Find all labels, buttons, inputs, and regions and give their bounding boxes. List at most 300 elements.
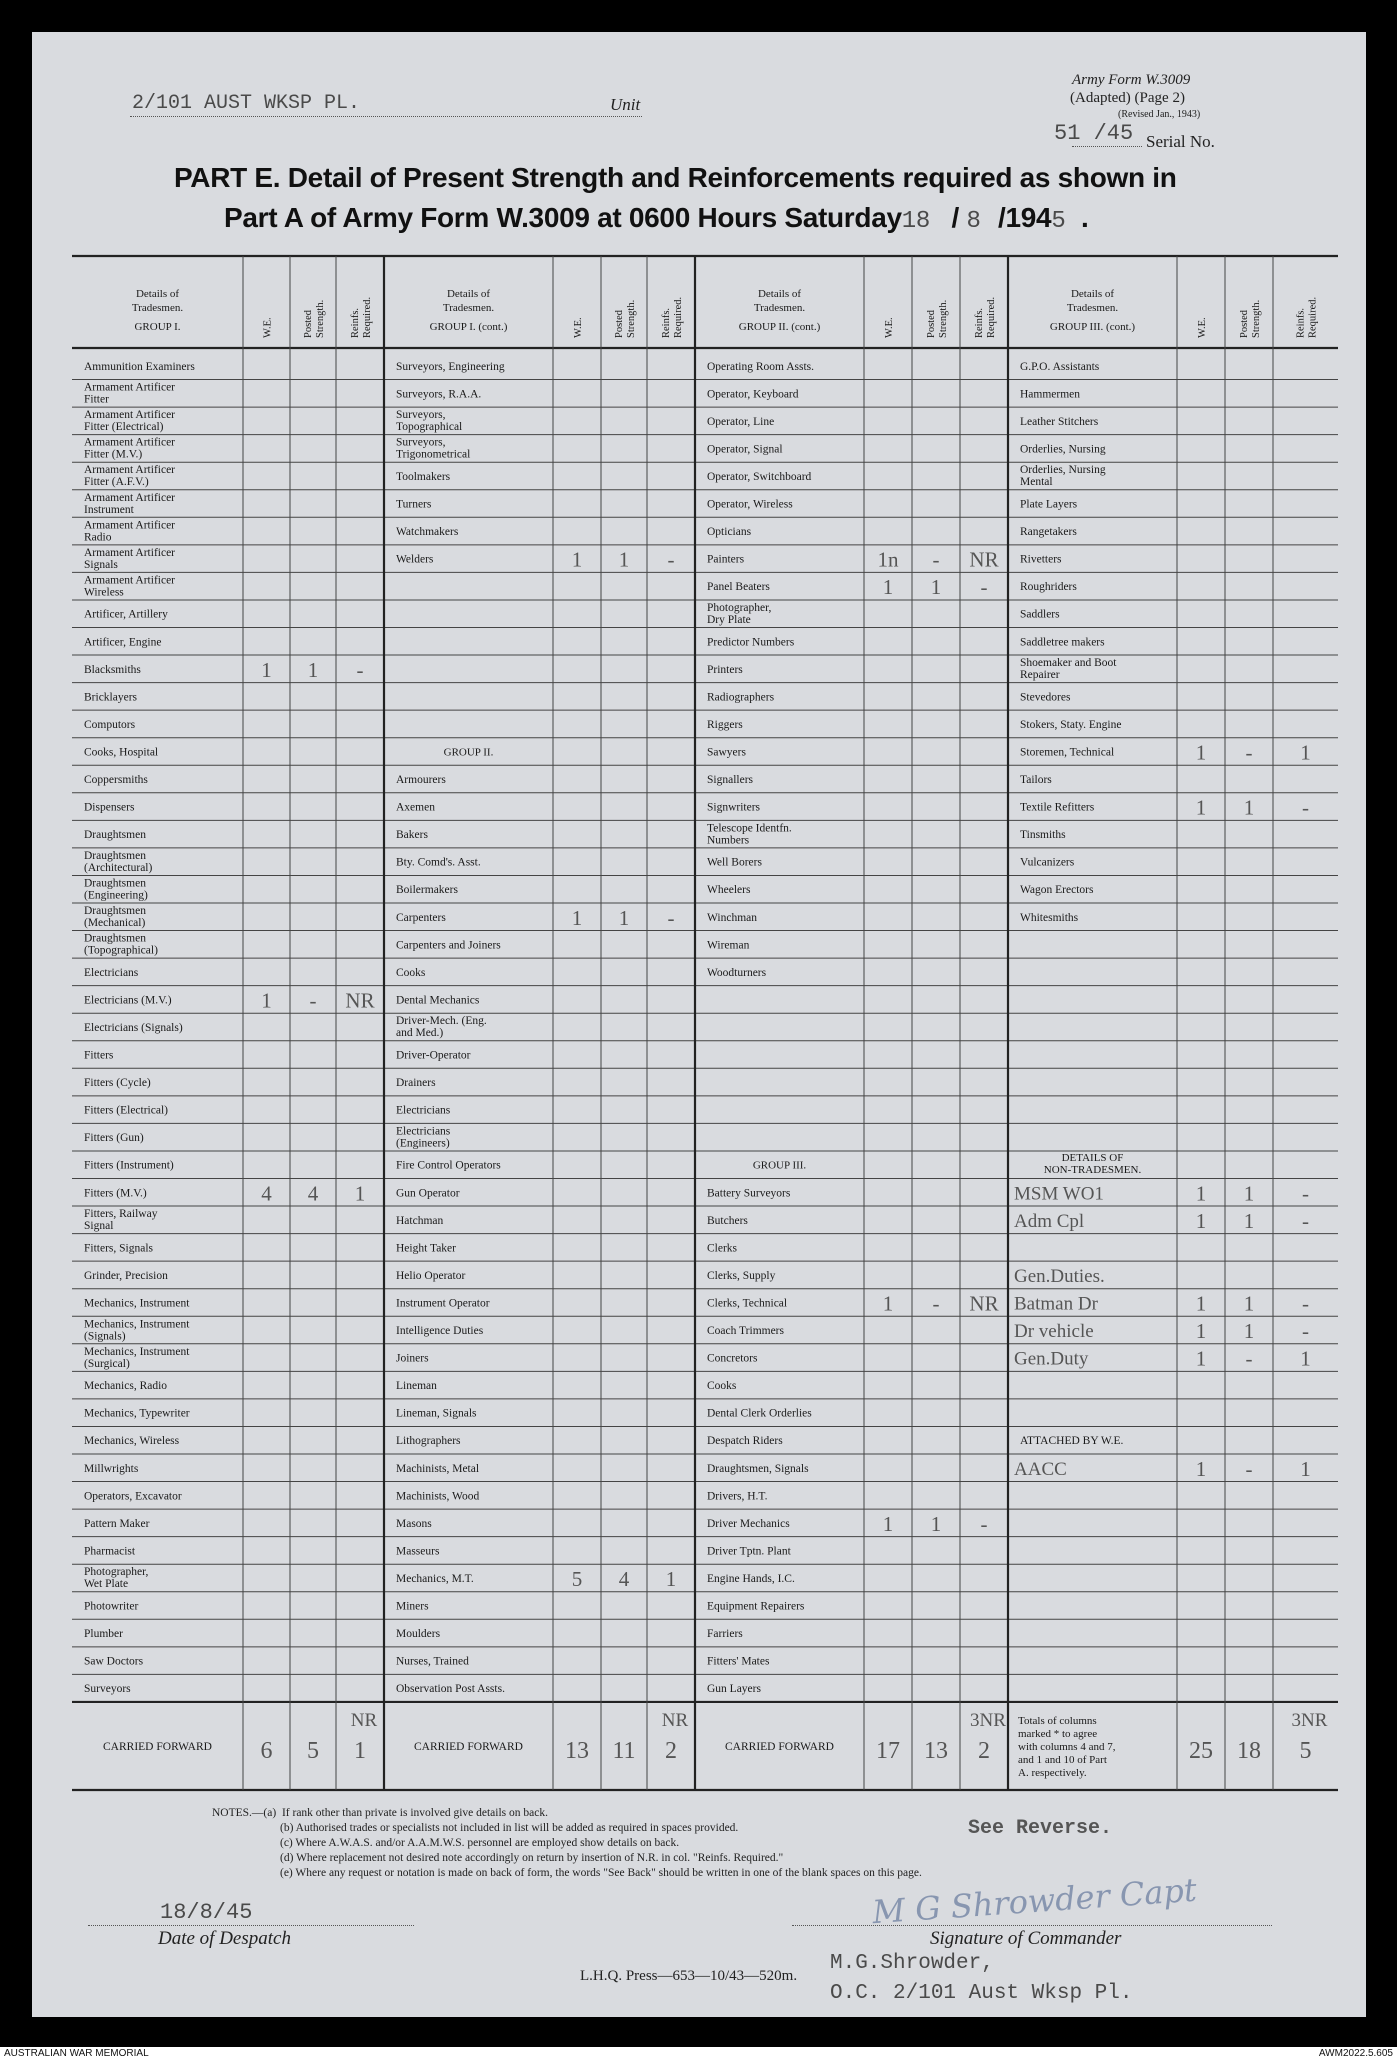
trade-name: Orderlies, Nursing [1020, 464, 1106, 477]
trade-name: Photographer, [707, 601, 772, 614]
typed-rr-value: NR [345, 988, 375, 1013]
totals-note: with columns 4 and 7, [1018, 1740, 1116, 1753]
trade-name: Coach Trimmers [707, 1325, 784, 1338]
carried-nr-note: 3NR [1291, 1709, 1328, 1731]
trade-name: Electricians [396, 1125, 451, 1138]
typed-rr-value: NR [969, 1291, 999, 1316]
typed-rr-value: - [1302, 1319, 1309, 1344]
trade-name: ATTACHED BY W.E. [1020, 1435, 1124, 1448]
group-heading: NON-TRADESMEN. [1043, 1163, 1142, 1176]
group-3-cont-header-posted: Posted [1239, 309, 1250, 338]
typed-we-value: 1 [1195, 1346, 1207, 1371]
trade-name: Stevedores [1020, 691, 1071, 704]
trade-name: Dispensers [84, 801, 135, 814]
typed-ps-value: 1 [1243, 1208, 1255, 1233]
trade-name: Fitter (M.V.) [84, 448, 143, 461]
trade-name: Intelligence Duties [396, 1325, 484, 1338]
trade-name: Concretors [707, 1352, 758, 1365]
trade-name: Mechanics, Typewriter [84, 1407, 190, 1420]
trade-name: Orderlies, Nursing [1020, 443, 1106, 456]
trade-name: Moulders [396, 1628, 441, 1641]
trade-name: Telescope Identfn. [707, 822, 792, 835]
totals-note: marked * to agree [1018, 1727, 1098, 1740]
trade-name: Operator, Wireless [707, 498, 793, 511]
trade-name: Surveyors, R.A.A. [396, 388, 482, 401]
trade-name: Fitter [84, 393, 109, 406]
trade-name: Roughriders [1020, 581, 1077, 594]
trade-name: Predictor Numbers [707, 636, 795, 649]
trade-name: Surveyors, Engineering [396, 360, 505, 373]
trade-name: Fitters (Cycle) [84, 1077, 151, 1090]
trade-name: Dental Clerk Orderlies [707, 1407, 812, 1420]
typed-rr-value: 1 [1300, 740, 1311, 765]
trade-name: Battery Surveyors [707, 1187, 791, 1200]
notes-label: NOTES.—(a) [212, 1807, 277, 1819]
despatch-label: Date of Despatch [158, 1928, 291, 1949]
trade-name: Farriers [707, 1628, 743, 1641]
typed-we-value: 1 [1195, 1456, 1207, 1481]
unit-value: 2/101 AUST WKSP PL. [132, 92, 361, 115]
trade-name: Fitters (M.V.) [84, 1187, 147, 1200]
group-3-cont-header-group: GROUP III. (cont.) [1049, 321, 1136, 333]
trade-name: Grinder, Precision [84, 1269, 168, 1282]
date-year-printed: 194 [1005, 202, 1052, 233]
typed-ps-value: 1 [1243, 795, 1255, 820]
carried-nr-note: NR [661, 1709, 689, 1731]
note-a-text: If rank other than private is involved give details on back. [281, 1807, 548, 1819]
signature-label: Signature of Commander [930, 1928, 1122, 1949]
carried-rr-value: 2 [665, 1737, 677, 1764]
trade-name: Despatch Riders [707, 1435, 783, 1448]
trade-name: Repairer [1020, 669, 1060, 682]
typed-we-value: 1 [261, 657, 272, 682]
group-2-cont-header-details-2: Tradesmen. [753, 302, 806, 314]
trade-name: Electricians [396, 1104, 451, 1117]
typed-rr-value: - [356, 657, 364, 682]
group-heading: GROUP III. [752, 1159, 807, 1172]
unit-label: Unit [610, 95, 641, 114]
press-imprint: L.H.Q. Press—653—10/43—520m. [580, 1968, 798, 1984]
group-2-cont-header-reinfs: Required. [986, 296, 997, 338]
carried-ps-value: 11 [612, 1737, 636, 1764]
typed-ps-value: - [932, 1291, 940, 1316]
trade-name: Signwriters [707, 801, 761, 814]
trade-name: Armament Artificer [84, 464, 176, 477]
trade-name: Masseurs [396, 1545, 440, 1558]
typed-we-value: 1 [1195, 1319, 1207, 1344]
group-2-cont-header-details-1: Details of [757, 288, 802, 300]
typed-ps-value: - [932, 547, 940, 572]
trade-name: Clerks, Technical [707, 1297, 788, 1310]
trade-name: Driver-Mech. (Eng. [396, 1015, 487, 1028]
trade-name: Shoemaker and Boot [1020, 657, 1117, 670]
typed-rr-value: - [1302, 795, 1309, 820]
carried-ps-value: 13 [924, 1737, 948, 1764]
typed-entry-label: MSM WO1 [1014, 1183, 1104, 1205]
trade-name: Winchman [707, 911, 757, 924]
trade-name: Mechanics, Instrument [84, 1297, 190, 1310]
title-line-1: PART E. Detail of Present Strength and Reinforcements required as shown in [174, 162, 1177, 193]
carried-ps-value: 5 [307, 1737, 319, 1764]
commander-name: M.G.Shrowder, [830, 1952, 994, 1975]
typed-we-value: 5 [571, 1566, 583, 1591]
trade-name: Mechanics, Instrument [84, 1318, 190, 1331]
trade-name: Observation Post Assts. [396, 1683, 505, 1696]
trade-name: Wagon Erectors [1020, 884, 1094, 897]
trade-name: Mechanics, M.T. [396, 1572, 474, 1585]
trade-name: Artificer, Engine [84, 636, 162, 649]
trade-name: Rivetters [1020, 553, 1062, 566]
typed-rr-value: - [980, 1511, 988, 1536]
trade-name: Boilermakers [396, 884, 458, 897]
group-3-cont-header-reinfs: Required. [1307, 296, 1319, 338]
group-1-header-details-2: Tradesmen. [131, 302, 184, 314]
trade-name: Surveyors [84, 1683, 131, 1696]
trade-name: Helio Operator [396, 1269, 466, 1282]
date-dot: . [1080, 202, 1089, 233]
trade-name: Height Taker [396, 1242, 456, 1255]
group-heading: GROUP II. [443, 746, 494, 759]
typed-entry-label: Dr vehicle [1014, 1321, 1094, 1343]
trade-name: Armament Artificer [84, 519, 176, 532]
date-day: 18 [901, 208, 930, 235]
trade-name: Axemen [396, 801, 435, 814]
trade-name: Operator, Signal [707, 443, 783, 456]
totals-note: Totals of columns [1018, 1714, 1097, 1727]
trade-name: Machinists, Wood [396, 1490, 480, 1503]
trade-name: Panel Beaters [707, 581, 770, 594]
trade-name: Draughtsmen [84, 932, 146, 945]
group-1-header-posted: Posted [303, 309, 314, 338]
commander-signature: M G Shrowder Capt [871, 1870, 1198, 1932]
trade-name: Cooks, Hospital [84, 746, 159, 759]
typed-rr-value: 1 [1300, 1346, 1311, 1371]
trade-name: Cooks [396, 966, 426, 979]
trade-name: (Surgical) [84, 1357, 130, 1370]
trade-name: (Engineering) [84, 889, 148, 902]
trade-name: Tinsmiths [1020, 829, 1066, 842]
typed-rr-value: 1 [1300, 1456, 1311, 1481]
group-1-header-reinfs: Required. [362, 296, 373, 338]
typed-rr-value: 1 [354, 1181, 366, 1206]
trade-name: Woodturners [707, 966, 767, 979]
group-1-cont-header-reinfs: Required. [673, 296, 684, 338]
trade-name: Lineman [396, 1380, 437, 1393]
trade-name: Equipment Repairers [707, 1600, 805, 1613]
despatch-line [88, 1925, 414, 1926]
typed-rr-value: - [667, 547, 675, 572]
group-heading: DETAILS OF [1061, 1151, 1124, 1164]
note-c: (c) Where A.W.A.S. and/or A.A.M.W.S. personnel are employed show details on back. [280, 1837, 680, 1849]
typed-ps-value: - [1245, 1456, 1253, 1481]
trade-name: Dry Plate [707, 613, 751, 626]
typed-ps-value: 4 [307, 1181, 319, 1206]
date-year-typed: 5 [1051, 208, 1066, 235]
trade-name: Gun Layers [707, 1683, 761, 1696]
trade-name: Wireman [707, 939, 750, 952]
trade-name: Armament Artificer [84, 409, 176, 422]
trade-name: Whitesmiths [1020, 911, 1079, 924]
trade-name: Draughtsmen [84, 877, 146, 890]
trade-name: Clerks, Supply [707, 1269, 776, 1282]
trade-name: Fitters (Gun) [84, 1132, 144, 1145]
trade-name: Hatchman [396, 1214, 444, 1227]
carried-nr-note: NR [350, 1709, 378, 1731]
typed-ps-value: 4 [618, 1566, 630, 1591]
trade-name: Driver-Operator [396, 1049, 471, 1062]
trade-name: Miners [396, 1600, 429, 1613]
trade-name: Photographer, [84, 1566, 149, 1579]
trade-name: Operating Room Assts. [707, 360, 815, 373]
trade-name: Fitter (A.F.V.) [84, 476, 149, 489]
trade-name: Toolmakers [396, 470, 451, 483]
serial-label: Serial No. [1146, 132, 1215, 151]
typed-rr-value: - [1302, 1291, 1309, 1316]
trade-name: Wet Plate [84, 1578, 129, 1591]
trade-name: Saddlers [1020, 608, 1060, 621]
trade-name: Storemen, Technical [1020, 746, 1115, 759]
trade-name: Instrument [84, 503, 134, 516]
trade-name: Computors [84, 718, 136, 731]
typed-rr-value: NR [969, 547, 999, 572]
group-2-cont-header-posted: Strength. [938, 299, 949, 338]
title-line-2-text: Part A of Army Form W.3009 at 0600 Hours Saturday [224, 202, 902, 233]
group-3-cont-header-posted: Strength. [1251, 299, 1262, 338]
archive-footer [0, 2047, 1397, 2061]
date-sep-2: / [998, 202, 1006, 233]
group-1-cont-header-posted: Strength. [626, 299, 637, 338]
trade-name: Bty. Comd's. Asst. [396, 856, 481, 869]
group-1-cont-header-details-2: Tradesmen. [442, 302, 495, 314]
trade-name: Fitters (Instrument) [84, 1159, 174, 1172]
army-form-label: Army Form W.3009 [1072, 72, 1191, 88]
carried-rr-value: 5 [1299, 1737, 1312, 1764]
typed-we-value: 1 [882, 575, 894, 600]
trade-name: Saddletree makers [1020, 636, 1105, 649]
trade-name: Draughtsmen, Signals [707, 1462, 809, 1475]
trade-name: Textile Refitters [1020, 801, 1095, 814]
trade-name: Millwrights [84, 1462, 139, 1475]
trade-name: Mental [1020, 476, 1053, 489]
trade-name: Pattern Maker [84, 1517, 150, 1530]
trade-name: Fitters' Mates [707, 1655, 770, 1668]
typed-ps-value: 1 [1243, 1181, 1255, 1206]
typed-we-value: 1 [882, 1291, 894, 1316]
typed-ps-value: 1 [618, 547, 630, 572]
group-1-header-we: W.E. [262, 317, 274, 338]
serial-number: 51 /45 [1054, 121, 1134, 146]
trade-name: Fitters, Railway [84, 1208, 158, 1221]
group-2-cont-header-posted: Posted [926, 309, 937, 338]
revised-label: (Revised Jan., 1943) [1118, 109, 1201, 120]
group-1-header-posted: Strength. [315, 299, 326, 338]
group-2-cont-header-we: W.E. [884, 317, 895, 338]
trade-name: Nurses, Trained [396, 1655, 469, 1668]
carried-we-value: 17 [876, 1737, 900, 1764]
typed-rr-value: - [667, 905, 675, 930]
group-1-cont-header-group: GROUP I. (cont.) [429, 321, 508, 333]
trade-name: Blacksmiths [84, 663, 141, 676]
trade-name: Welders [396, 553, 434, 566]
trade-name: Cooks [707, 1380, 737, 1393]
trade-name: Wheelers [707, 884, 751, 897]
typed-entry-label: Gen.Duty [1014, 1348, 1089, 1370]
typed-ps-value: - [309, 988, 317, 1013]
trade-name: Riggers [707, 718, 743, 731]
trade-name: Engine Hands, I.C. [707, 1572, 795, 1585]
trade-name: Artificer, Artillery [84, 608, 168, 621]
trade-name: Instrument Operator [396, 1297, 490, 1310]
trade-name: Electricians (Signals) [84, 1021, 183, 1034]
trade-name: Lineman, Signals [396, 1407, 477, 1420]
typed-we-value: 1 [571, 905, 583, 930]
adapted-label: (Adapted) (Page 2) [1070, 90, 1185, 106]
trade-name: Signallers [707, 774, 753, 787]
trade-name: Sawyers [707, 746, 746, 759]
trade-name: Fitters [84, 1049, 114, 1062]
trade-name: Stokers, Staty. Engine [1020, 718, 1122, 731]
trade-name: (Engineers) [396, 1137, 450, 1150]
typed-we-value: 1 [1195, 795, 1207, 820]
group-1-cont-header-we: W.E. [573, 317, 584, 338]
trade-name: Ammunition Examiners [84, 360, 195, 373]
group-3-cont-header-reinfs: Reinfs. [1295, 307, 1307, 338]
typed-ps-value: - [1245, 740, 1253, 765]
typed-we-value: 1 [571, 547, 583, 572]
group-1-header-group: GROUP I. [134, 321, 181, 333]
trade-name: Surveyors, [396, 409, 446, 422]
trade-name: Armament Artificer [84, 574, 176, 587]
note-e: (e) Where any request or notation is made on back of form, the words "See Back" should be written in one of the blank spaces on this page. [280, 1867, 922, 1879]
trade-name: Fitters, Signals [84, 1242, 154, 1255]
trade-name: Radio [84, 531, 112, 544]
trade-name: Draughtsmen [84, 849, 146, 862]
typed-we-value: 1 [261, 988, 272, 1013]
trade-name: Bricklayers [84, 691, 138, 704]
trade-name: Carpenters and Joiners [396, 939, 501, 952]
totals-note: and 1 and 10 of Part [1018, 1753, 1107, 1766]
trade-name: Signals [84, 558, 118, 571]
trade-name: Signal [84, 1220, 114, 1233]
signature-line [792, 1925, 1272, 1926]
trade-name: Watchmakers [396, 526, 459, 539]
trade-name: Driver Tptn. Plant [707, 1545, 791, 1558]
trade-name: Surveyors, [396, 436, 446, 449]
group-2-cont-header-group: GROUP II. (cont.) [738, 321, 821, 333]
date-month: 8 [966, 208, 981, 235]
carried-forward-label: CARRIED FORWARD [103, 1740, 212, 1753]
trade-name: Mechanics, Wireless [84, 1435, 180, 1448]
typed-rr-value: - [980, 575, 988, 600]
carried-rr-value: 1 [354, 1737, 366, 1764]
trade-name: Numbers [707, 834, 750, 847]
group-1-header-reinfs: Reinfs. [350, 307, 361, 338]
trade-name: Operator, Switchboard [707, 470, 812, 483]
trade-name: Armourers [396, 774, 446, 787]
trade-name: Trigonometrical [396, 448, 471, 461]
group-1-cont-header-reinfs: Reinfs. [661, 307, 672, 338]
trade-name: Hammermen [1020, 388, 1081, 401]
trade-name: Drivers, H.T. [707, 1490, 768, 1503]
typed-ps-value: - [1245, 1346, 1253, 1371]
trade-name: Operators, Excavator [84, 1490, 182, 1503]
typed-ps-value: 1 [1243, 1319, 1255, 1344]
carried-we-value: 13 [565, 1737, 589, 1764]
trade-name: Wireless [84, 586, 124, 599]
typed-we-value: 1 [1195, 1208, 1207, 1233]
typed-we-value: 4 [261, 1181, 272, 1206]
typed-rr-value: 1 [665, 1566, 677, 1591]
trade-name: Armament Artificer [84, 381, 176, 394]
trade-name: Operator, Keyboard [707, 388, 799, 401]
trade-name: Mechanics, Radio [84, 1380, 168, 1393]
footer-right: AWM2022.5.605 [1318, 2048, 1393, 2059]
typed-ps-value: 1 [307, 657, 319, 682]
carried-rr-value: 2 [978, 1737, 990, 1764]
note-b: (b) Authorised trades or specialists not included in list will be added as required in spaces provided. [280, 1822, 739, 1834]
trade-name: Pharmacist [84, 1545, 136, 1558]
trade-name: Rangetakers [1020, 526, 1077, 539]
typed-entry-label: Gen.Duties. [1014, 1265, 1105, 1287]
trade-name: Joiners [396, 1352, 429, 1365]
trade-name: Fitters (Electrical) [84, 1104, 168, 1117]
see-reverse-note: See Reverse. [968, 1817, 1113, 1840]
trade-name: Fire Control Operators [396, 1159, 501, 1172]
typed-ps-value: 1 [1243, 1291, 1255, 1316]
group-3-cont-header-details-2: Tradesmen. [1066, 302, 1119, 314]
group-1-cont-header-details-1: Details of [446, 288, 491, 300]
carried-ps-value: 18 [1237, 1737, 1261, 1764]
trade-name: Draughtsmen [84, 905, 146, 917]
trade-name: Well Borers [707, 856, 762, 869]
typed-we-value: 1 [882, 1511, 894, 1536]
trade-name: Tailors [1020, 774, 1052, 787]
group-2-cont-header-reinfs: Reinfs. [974, 307, 985, 338]
group-1-cont-header-posted: Posted [614, 309, 625, 338]
carried-nr-note: 3NR [970, 1709, 1006, 1731]
commander-title: O.C. 2/101 Aust Wksp Pl. [830, 1982, 1133, 2005]
typed-we-value: 1 [1195, 1181, 1207, 1206]
trade-name: Armament Artificer [84, 546, 176, 559]
trade-name: (Topographical) [84, 944, 158, 957]
trade-name: Gun Operator [396, 1187, 460, 1200]
trade-name: (Mechanical) [84, 917, 146, 929]
trade-name: Plumber [84, 1628, 123, 1641]
trade-name: Mechanics, Instrument [84, 1345, 190, 1358]
totals-note: A. respectively. [1018, 1766, 1087, 1779]
trade-name: Operator, Line [707, 415, 775, 428]
typed-ps-value: 1 [930, 575, 942, 600]
trade-name: Electricians (M.V.) [84, 994, 172, 1007]
trade-name: Printers [707, 663, 743, 676]
trade-name: Saw Doctors [84, 1655, 144, 1668]
typed-entry-label: Adm Cpl [1014, 1210, 1085, 1232]
trade-name: G.P.O. Assistants [1020, 360, 1100, 373]
typed-we-value: 1 [1195, 1291, 1207, 1316]
trade-name: Fitter (Electrical) [84, 421, 164, 434]
trade-name: Radiographers [707, 691, 775, 704]
typed-we-value: 1n [877, 547, 899, 572]
typed-entry-label: Batman Dr [1014, 1293, 1098, 1315]
trade-name: Topographical [396, 421, 463, 434]
typed-rr-value: - [1302, 1208, 1309, 1233]
trade-name: Driver Mechanics [707, 1517, 790, 1530]
trade-name: and Med.) [396, 1027, 444, 1040]
trade-name: Painters [707, 553, 745, 566]
trade-name: Leather Stitchers [1020, 415, 1099, 428]
trade-name: Bakers [396, 829, 428, 842]
trade-name: Vulcanizers [1020, 856, 1075, 869]
